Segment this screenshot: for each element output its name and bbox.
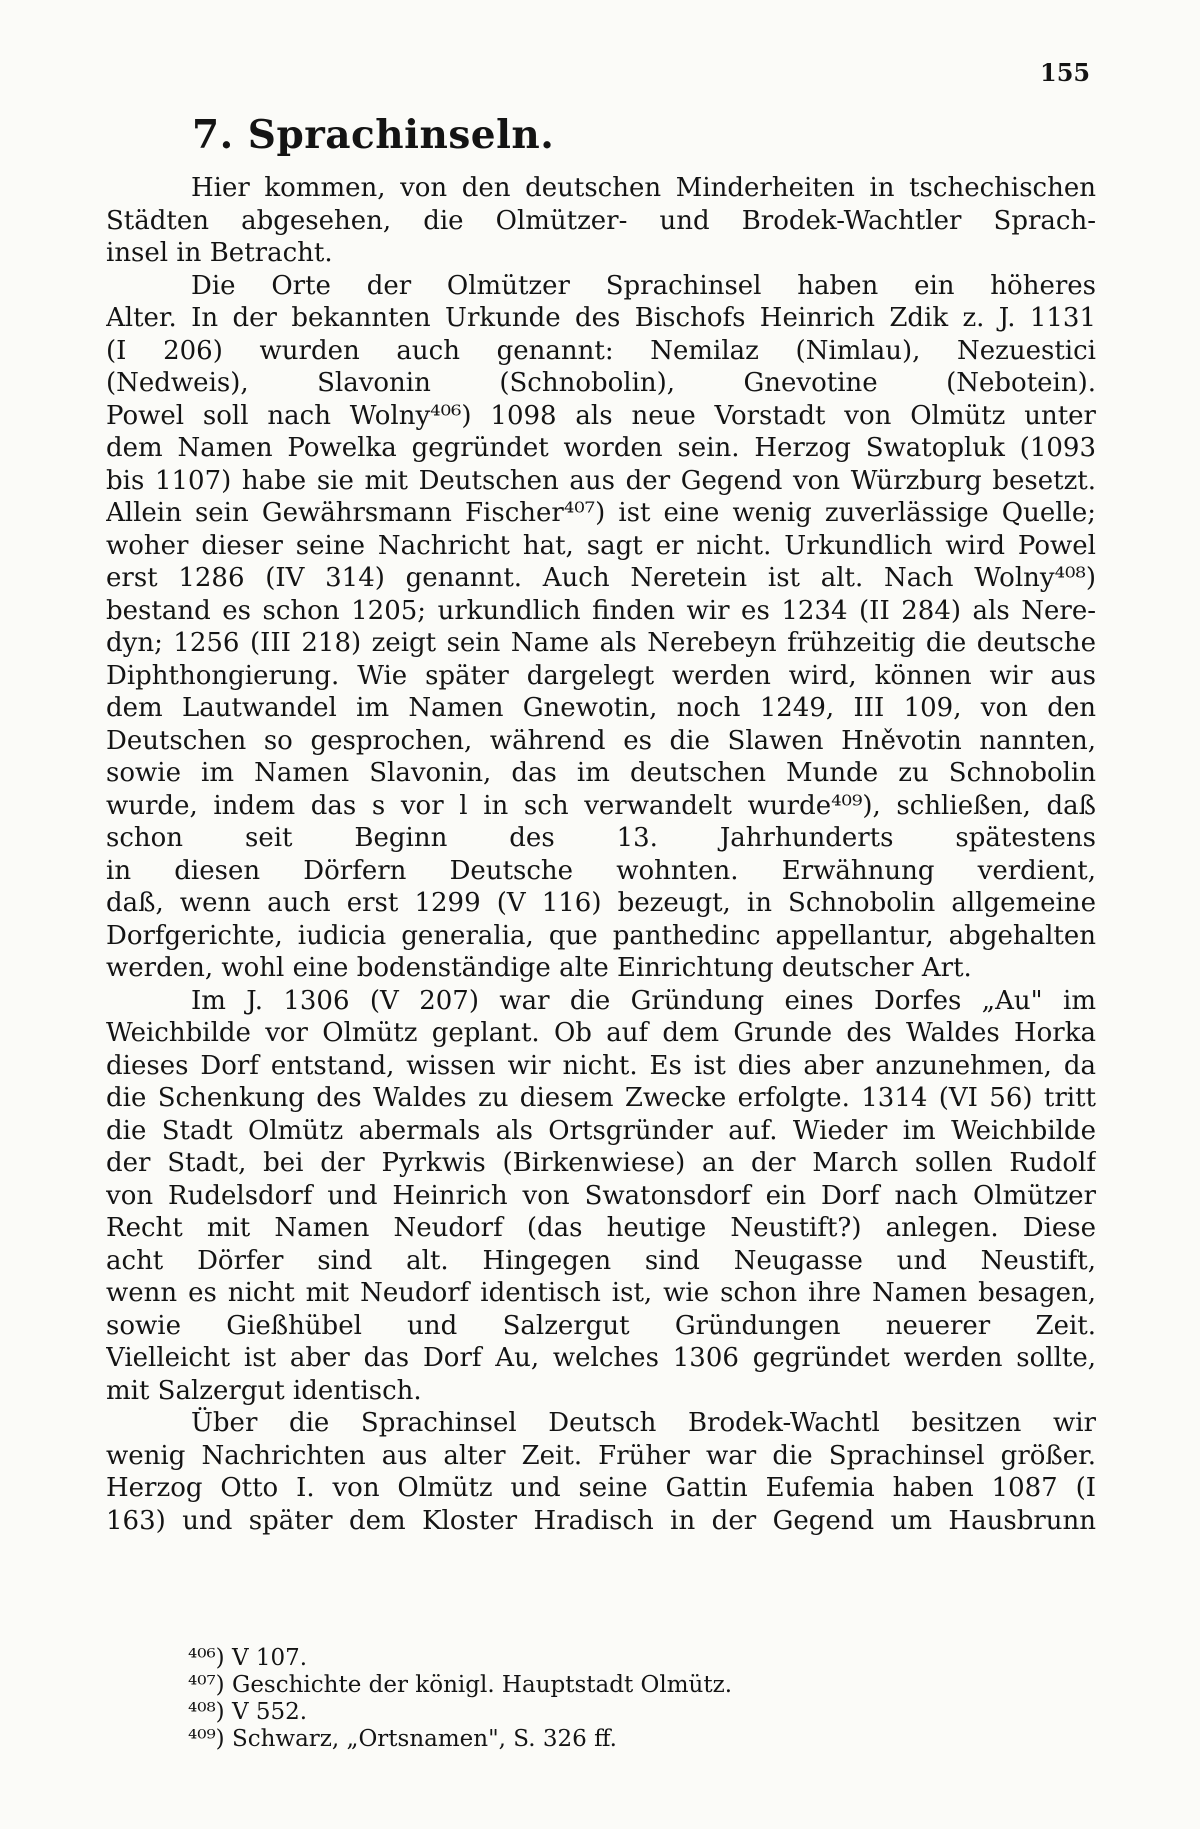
footnote: ⁴⁰⁶) V 107. xyxy=(188,1645,308,1671)
text-line: Alter. In der bekannten Urkunde des Bischofs Heinrich Zdik z. J. 1131 xyxy=(106,303,1096,333)
text-line: Weichbilde vor Olmütz geplant. Ob auf dem Grunde des Waldes Horka xyxy=(106,1018,1096,1048)
text-line: dieses Dorf entstand, wissen wir nicht. Es ist dies aber anzunehmen, da xyxy=(106,1050,1096,1081)
text-line: Allein sein Gewährsmann Fischer⁴⁰⁷) ist eine wenig zuverlässige Quelle; xyxy=(106,498,1096,528)
text-line: Städten abgesehen, die Olmützer- und Brodek-Wachtler Sprach- xyxy=(106,205,1096,236)
text-line: sowie Gießhübel und Salzergut Gründungen neuerer Zeit. xyxy=(106,1310,1096,1341)
text-line: Hier kommen, von den deutschen Minderheiten in tschechischen xyxy=(191,173,1096,203)
text-line: acht Dörfer sind alt. Hingegen sind Neugasse und Neustift, xyxy=(106,1245,1096,1276)
page-number: 155 xyxy=(1040,58,1091,87)
text-line: mit Salzergut identisch. xyxy=(106,1375,422,1406)
text-line: die Schenkung des Waldes zu diesem Zwecke erfolgte. 1314 (VI 56) tritt xyxy=(106,1083,1096,1113)
section-title: 7. Sprachinseln. xyxy=(192,112,555,158)
text-line: insel in Betracht. xyxy=(106,238,333,268)
text-line: schon seit Beginn des 13. Jahrhunderts spätestens xyxy=(106,823,1096,853)
text-line: sowie im Namen Slavonin, das im deutschen Munde zu Schnobolin xyxy=(106,758,1096,788)
text-line: die Stadt Olmütz abermals als Ortsgründer auf. Wieder im Weichbilde xyxy=(106,1115,1096,1146)
text-line: (Nedweis), Slavonin (Schnobolin), Gnevotine (Nebotein). xyxy=(106,368,1096,398)
text-line: 163) und später dem Kloster Hradisch in der Gegend um Hausbrunn xyxy=(106,1505,1096,1536)
footnote: ⁴⁰⁷) Geschichte der königl. Hauptstadt Olmütz. xyxy=(188,1672,733,1698)
text-line: erst 1286 (IV 314) genannt. Auch Neretein ist alt. Nach Wolny⁴⁰⁸) xyxy=(106,563,1096,593)
text-line: Diphthongierung. Wie später dargelegt werden wird, können wir aus xyxy=(106,660,1096,691)
text-line: woher dieser seine Nachricht hat, sagt er nicht. Urkundlich wird Powel xyxy=(106,530,1096,561)
text-line: Deutschen so gesprochen, während es die Slawen Hněvotin nannten, xyxy=(106,725,1096,756)
text-line: von Rudelsdorf und Heinrich von Swatonsdorf ein Dorf nach Olmützer xyxy=(106,1180,1096,1211)
text-line: Dorfgerichte, iudicia generalia, que panthedinc appellantur, abgehalten xyxy=(106,920,1096,951)
text-line: werden, wohl eine bodenständige alte Einrichtung deutscher Art. xyxy=(106,953,972,983)
text-line: dem Lautwandel im Namen Gnewotin, noch 1249, III 109, von den xyxy=(106,693,1096,723)
body-text xyxy=(106,172,1096,1537)
footnote: ⁴⁰⁸) V 552. xyxy=(188,1699,308,1725)
text-line: wurde, indem das s vor l in sch verwandelt wurde⁴⁰⁹), schließen, daß xyxy=(106,790,1096,821)
text-line: Die Orte der Olmützer Sprachinsel haben ein höheres xyxy=(191,270,1096,301)
text-line: Im J. 1306 (V 207) war die Gründung eines Dorfes „Au" im xyxy=(191,985,1096,1016)
text-line: dem Namen Powelka gegründet worden sein. Herzog Swatopluk (1093 xyxy=(106,433,1096,463)
text-line: Vielleicht ist aber das Dorf Au, welches 1306 gegründet werden sollte, xyxy=(106,1343,1096,1373)
text-line: Powel soll nach Wolny⁴⁰⁶) 1098 als neue Vorstadt von Olmütz unter xyxy=(106,400,1096,431)
text-line: Über die Sprachinsel Deutsch Brodek-Wachtl besitzen wir xyxy=(191,1408,1096,1438)
text-line: wenn es nicht mit Neudorf identisch ist, wie schon ihre Namen besagen, xyxy=(106,1278,1096,1308)
text-line: (I 206) wurden auch genannt: Nemilaz (Nimlau), Nezuestici xyxy=(106,335,1096,366)
text-line: dyn; 1256 (III 218) zeigt sein Name als Nerebeyn frühzeitig die deutsche xyxy=(106,628,1096,658)
text-line: der Stadt, bei der Pyrkwis (Birkenwiese) an der March sollen Rudolf xyxy=(106,1148,1096,1178)
text-line: in diesen Dörfern Deutsche wohnten. Erwähnung verdient, xyxy=(106,855,1096,886)
text-line: bis 1107) habe sie mit Deutschen aus der Gegend von Würzburg besetzt. xyxy=(106,465,1096,496)
footnote: ⁴⁰⁹) Schwarz, „Ortsnamen", S. 326 ff. xyxy=(188,1726,617,1752)
text-line: wenig Nachrichten aus alter Zeit. Früher war die Sprachinsel größer. xyxy=(106,1440,1096,1471)
footnotes xyxy=(188,1645,732,1753)
text-line: bestand es schon 1205; urkundlich finden wir es 1234 (II 284) als Nere- xyxy=(106,595,1096,626)
text-line: Recht mit Namen Neudorf (das heutige Neustift?) anlegen. Diese xyxy=(106,1213,1096,1243)
text-line: daß, wenn auch erst 1299 (V 116) bezeugt, in Schnobolin allgemeine xyxy=(106,888,1096,918)
text-line: Herzog Otto I. von Olmütz und seine Gattin Eufemia haben 1087 (I xyxy=(106,1473,1096,1503)
